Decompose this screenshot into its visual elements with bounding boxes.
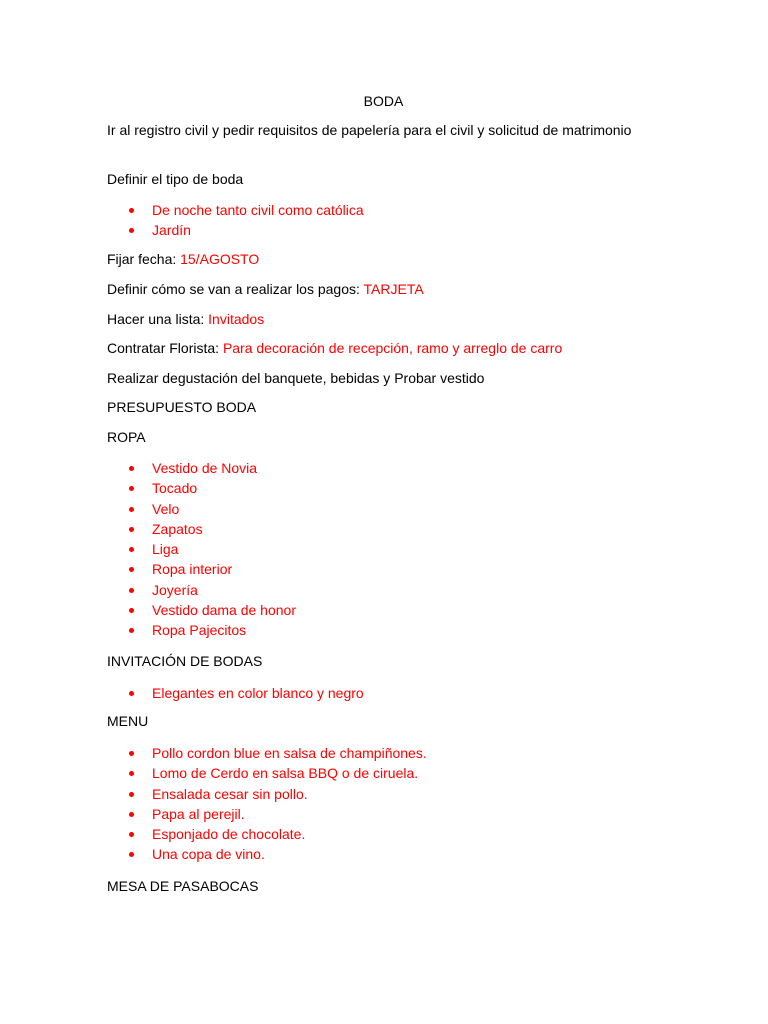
list-item-text: Liga <box>152 541 179 558</box>
list-item <box>107 519 296 539</box>
ropa-list <box>107 458 296 641</box>
intro-paragraph: Ir al registro civil y pedir requisitos de papelería para el civil y solicitud de matrimonio <box>107 122 632 138</box>
lista-line <box>107 309 660 329</box>
list-item <box>107 580 296 600</box>
list-item <box>107 844 427 864</box>
bullet-icon <box>129 208 134 213</box>
invitacion-list <box>107 683 364 703</box>
list-item <box>107 478 296 498</box>
pagos-value: TARJETA <box>363 281 424 297</box>
bullet-icon <box>129 628 134 633</box>
list-item-text: De noche tanto civil como católica <box>152 202 364 218</box>
degustacion-line: Realizar degustación del banquete, bebidas y Probar vestido <box>107 370 485 386</box>
list-item <box>107 763 427 783</box>
invitacion-heading: INVITACIÓN DE BODAS <box>107 653 263 669</box>
lista-label: Hacer una lista: <box>107 311 209 327</box>
bullet-icon <box>129 466 134 471</box>
bullet-icon <box>129 691 134 696</box>
list-item-text: Velo <box>152 500 180 517</box>
bullet-icon <box>129 608 134 613</box>
fecha-value: 15/AGOSTO <box>180 251 260 267</box>
bullet-icon <box>129 852 134 857</box>
pagos-line <box>107 279 660 299</box>
bullet-icon <box>129 588 134 593</box>
bullet-icon <box>129 832 134 837</box>
list-item-text: Joyería <box>152 581 198 598</box>
list-item-text: Una copa de vino. <box>152 846 265 863</box>
list-item <box>107 200 364 220</box>
fecha-line <box>107 249 660 269</box>
list-item-text: Lomo de Cerdo en salsa BBQ o de ciruela. <box>152 765 419 782</box>
list-item-text: Papa al perejil. <box>152 805 245 822</box>
list-item-text: Esponjado de chocolate. <box>152 826 306 843</box>
pasabocas-heading: MESA DE PASABOCAS <box>107 878 259 894</box>
tipo-boda-list <box>107 200 364 241</box>
florista-value: Para decoración de recepción, ramo y arreglo de carro <box>222 340 563 356</box>
bullet-icon <box>129 547 134 552</box>
bullet-icon <box>129 527 134 532</box>
list-item <box>107 683 364 703</box>
pagos-label: Definir cómo se van a realizar los pagos: <box>107 281 364 297</box>
bullet-icon <box>129 486 134 491</box>
florista-line <box>107 338 660 358</box>
bullet-icon <box>129 751 134 756</box>
bullet-icon <box>129 812 134 817</box>
tipo-boda-heading: Definir el tipo de boda <box>107 171 244 187</box>
menu-heading: MENU <box>107 713 149 729</box>
menu-list <box>107 743 427 865</box>
ropa-heading: ROPA <box>107 429 146 445</box>
list-item-text: Ropa interior <box>152 561 233 578</box>
list-item-text: Vestido dama de honor <box>152 602 296 619</box>
bullet-icon <box>129 228 134 233</box>
bullet-icon <box>129 567 134 572</box>
list-item <box>107 784 427 804</box>
list-item <box>107 559 296 579</box>
bullet-icon <box>129 771 134 776</box>
list-item <box>107 539 296 559</box>
list-item <box>107 804 427 824</box>
list-item <box>107 499 296 519</box>
list-item-text: Pollo cordon blue en salsa de champiñones. <box>152 745 427 761</box>
list-item <box>107 600 296 620</box>
document-title: BODA <box>363 93 404 109</box>
list-item-text: Ropa Pajecitos <box>152 622 247 639</box>
presupuesto-heading: PRESUPUESTO BODA <box>107 399 257 415</box>
list-item <box>107 824 427 844</box>
list-item-text: Zapatos <box>152 520 203 537</box>
bullet-icon <box>129 792 134 797</box>
list-item-text: Jardín <box>152 222 191 239</box>
list-item <box>107 620 296 640</box>
list-item <box>107 220 364 240</box>
lista-value: Invitados <box>208 311 265 327</box>
list-item-text: Vestido de Novia <box>152 460 258 476</box>
florista-label: Contratar Florista: <box>107 340 223 356</box>
list-item-text: Ensalada cesar sin pollo. <box>152 785 308 802</box>
list-item-text: Elegantes en color blanco y negro <box>152 685 364 701</box>
fecha-label: Fijar fecha: <box>107 251 181 267</box>
bullet-icon <box>129 507 134 512</box>
list-item <box>107 743 427 763</box>
list-item-text: Tocado <box>152 480 198 497</box>
list-item <box>107 458 296 478</box>
